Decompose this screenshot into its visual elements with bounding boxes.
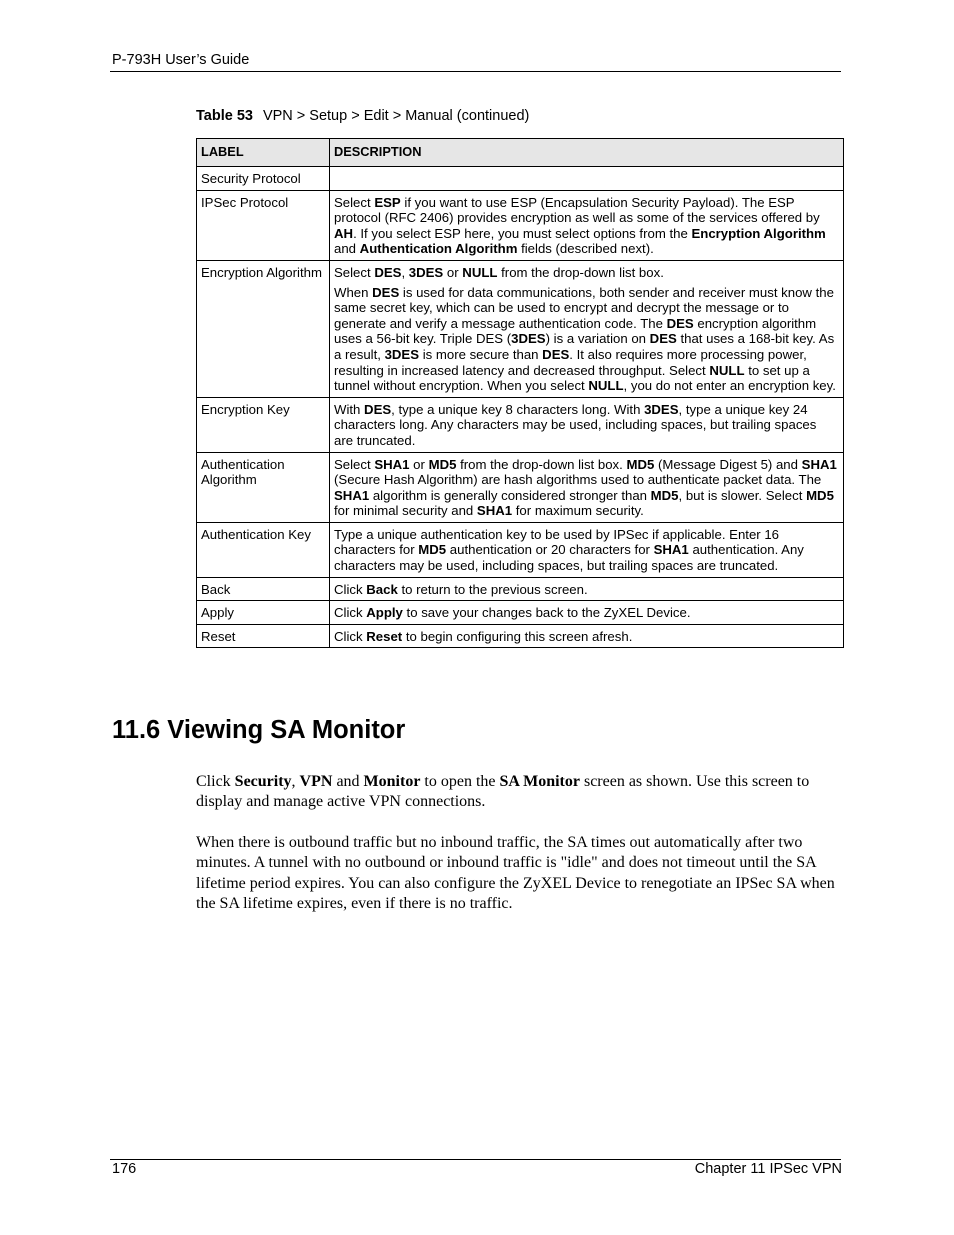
- table-row: [197, 577, 844, 601]
- bold-term: SHA1: [334, 487, 370, 503]
- text-run: screen as shown. Use this screen to display and manage active VPN connections.: [196, 773, 810, 811]
- bold-term: DES: [374, 264, 402, 280]
- row-label: Encryption Algorithm: [197, 260, 330, 397]
- text-run: algorithm is generally considered stronger than: [369, 487, 651, 503]
- section-title: 11.6 Viewing SA Monitor: [112, 716, 406, 744]
- row-label: IPSec Protocol: [197, 190, 330, 260]
- bold-term: Authentication Algorithm: [359, 241, 518, 257]
- description-paragraph: [334, 285, 839, 394]
- text-run: if you want to use ESP (Encapsulation Security Payload). The ESP protocol (RFC 2406) provides encryption as well as some of the services offered by: [334, 194, 820, 226]
- text-run: When: [334, 284, 373, 300]
- bold-term: SA Monitor: [499, 773, 580, 790]
- description-paragraph: [334, 582, 839, 598]
- text-run: authentication or 20 characters for: [446, 542, 654, 558]
- text-run: ,: [401, 264, 409, 280]
- bold-term: MD5: [428, 456, 457, 472]
- bold-term: SHA1: [476, 503, 513, 519]
- text-run: is more secure than: [419, 346, 543, 362]
- table-row: [197, 167, 844, 191]
- column-header-label: LABEL: [197, 139, 330, 167]
- text-run: Type a unique authentication key to be used by IPSec if applicable. Enter 16 characters for: [334, 526, 780, 558]
- bold-term: VPN: [299, 773, 333, 790]
- text-run: , you do not enter an encryption key.: [623, 378, 836, 394]
- text-run: for minimal security and: [334, 503, 477, 519]
- bold-term: Reset: [366, 628, 403, 644]
- text-run: . It also requires more processing power, resulting in increased latency and decreased throughput. Select: [334, 346, 807, 378]
- bold-term: NULL: [709, 362, 745, 378]
- text-run: to open the: [420, 773, 500, 790]
- row-label: Reset: [197, 624, 330, 648]
- bold-term: AH: [334, 225, 354, 241]
- bold-term: ESP: [374, 194, 401, 210]
- bold-term: MD5: [650, 487, 679, 503]
- row-description: [330, 167, 844, 191]
- table-row: [197, 452, 844, 522]
- footer-rule: [110, 1159, 841, 1160]
- header-rule: [110, 71, 841, 72]
- text-run: for maximum security.: [512, 503, 644, 519]
- description-paragraph: [334, 195, 839, 257]
- section-paragraph: [196, 772, 844, 813]
- page-number: 176: [112, 1161, 137, 1177]
- text-run: and: [334, 241, 360, 257]
- bold-term: 3DES: [384, 346, 420, 362]
- text-run: . If you select ESP here, you must select options from the: [353, 225, 692, 241]
- bold-term: SHA1: [653, 542, 689, 558]
- bold-term: DES: [364, 401, 392, 417]
- bold-term: MD5: [806, 487, 834, 503]
- bold-term: SHA1: [374, 456, 410, 472]
- text-run: With: [334, 401, 365, 417]
- bold-term: 3DES: [511, 331, 546, 347]
- row-description: [330, 522, 844, 577]
- table-row: [197, 190, 844, 260]
- text-run: ) is a variation on: [545, 331, 650, 347]
- vpn-manual-table: [196, 138, 844, 648]
- bold-term: MD5: [626, 456, 655, 472]
- row-label: Authentication Algorithm: [197, 452, 330, 522]
- bold-term: DES: [666, 315, 694, 331]
- text-run: , type a unique key 24 characters long. Any characters may be used, including spaces, but trailing spaces are truncated.: [334, 401, 817, 448]
- text-run: fields (described next).: [517, 241, 654, 257]
- description-paragraph: [334, 605, 839, 621]
- bold-term: DES: [542, 346, 570, 362]
- table-row: [197, 624, 844, 648]
- text-run: to begin configuring this screen afresh.: [402, 628, 633, 644]
- row-description: [330, 577, 844, 601]
- row-description: [330, 624, 844, 648]
- text-run: to save your changes back to the ZyXEL Device.: [402, 605, 691, 621]
- bold-term: NULL: [588, 378, 624, 394]
- text-run: Click: [334, 581, 367, 597]
- text-run: Select: [334, 264, 375, 280]
- description-paragraph: [334, 402, 839, 449]
- table-row: [197, 522, 844, 577]
- description-paragraph: [334, 629, 839, 645]
- row-label: Security Protocol: [197, 167, 330, 191]
- row-description: [330, 452, 844, 522]
- row-description: [330, 260, 844, 397]
- text-run: (Secure Hash Algorithm) are hash algorithms used to authenticate packet data. The: [334, 472, 822, 488]
- description-paragraph: [334, 457, 839, 519]
- text-run: Click: [196, 773, 235, 790]
- bold-term: 3DES: [644, 401, 679, 417]
- bold-term: SHA1: [801, 456, 837, 472]
- text-run: When there is outbound traffic but no inbound traffic, the SA times out automatically after two minutes. A tunnel with no outbound or inbound traffic is "idle" and does not timeout until the SA lifetime period expires. You can also configure the ZyXEL Device to renegotiate an IPSec SA when the SA lifetime expires, even if there is no traffic.: [196, 834, 835, 912]
- text-run: is used for data communications, both sender and receiver must know the same secret key, which can be used to encrypt and decrypt the message or to generate and verify a message authentication code. The: [334, 284, 834, 331]
- table-caption-text: VPN > Setup > Edit > Manual (continued): [262, 108, 530, 124]
- row-label: Back: [197, 577, 330, 601]
- table-row: [197, 260, 844, 397]
- row-description: [330, 397, 844, 452]
- text-run: from the drop-down list box.: [456, 456, 627, 472]
- row-description: [330, 601, 844, 625]
- table-body: [197, 167, 844, 648]
- text-run: to return to the previous screen.: [397, 581, 588, 597]
- text-run: , but is slower. Select: [678, 487, 807, 503]
- row-label: Encryption Key: [197, 397, 330, 452]
- row-label: Authentication Key: [197, 522, 330, 577]
- text-run: (Message Digest 5) and: [654, 456, 802, 472]
- bold-term: DES: [372, 284, 400, 300]
- text-run: Select: [334, 456, 375, 472]
- table-header-row: [197, 139, 844, 167]
- table-row: [197, 397, 844, 452]
- text-run: Select: [334, 194, 375, 210]
- row-label: Apply: [197, 601, 330, 625]
- description-paragraph: [334, 265, 839, 281]
- row-description: [330, 190, 844, 260]
- column-header-description: DESCRIPTION: [330, 139, 844, 167]
- bold-term: 3DES: [408, 264, 444, 280]
- text-run: and: [332, 773, 364, 790]
- text-run: to set up a tunnel without encryption. When you select: [334, 362, 810, 394]
- text-run: from the drop-down list box.: [497, 264, 664, 280]
- bold-term: DES: [649, 331, 677, 347]
- description-paragraph: [334, 527, 839, 574]
- bold-term: Encryption Algorithm: [691, 225, 826, 241]
- text-run: or: [409, 456, 429, 472]
- table-caption: [196, 108, 529, 124]
- table-caption-label: Table 53: [196, 108, 253, 124]
- section-paragraph: [196, 833, 844, 914]
- bold-term: NULL: [462, 264, 498, 280]
- text-run: ,: [291, 773, 300, 790]
- bold-term: Security: [234, 773, 292, 790]
- text-run: encryption algorithm uses a 56-bit key. Triple DES (: [334, 315, 817, 347]
- bold-term: Back: [366, 581, 398, 597]
- text-run: Click: [334, 628, 367, 644]
- chapter-title: Chapter 11 IPSec VPN: [694, 1161, 842, 1177]
- bold-term: MD5: [418, 542, 447, 558]
- bold-term: Apply: [366, 605, 403, 621]
- table-row: [197, 601, 844, 625]
- bold-term: Monitor: [363, 773, 421, 790]
- text-run: authentication. Any characters may be used, including spaces, but trailing spaces are truncated.: [334, 542, 804, 574]
- text-run: , type a unique key 8 characters long. With: [391, 401, 645, 417]
- running-header: P-793H User’s Guide: [112, 52, 250, 68]
- text-run: that uses a 168-bit key. As a result,: [334, 331, 835, 362]
- text-run: Click: [334, 605, 367, 621]
- text-run: or: [443, 264, 463, 280]
